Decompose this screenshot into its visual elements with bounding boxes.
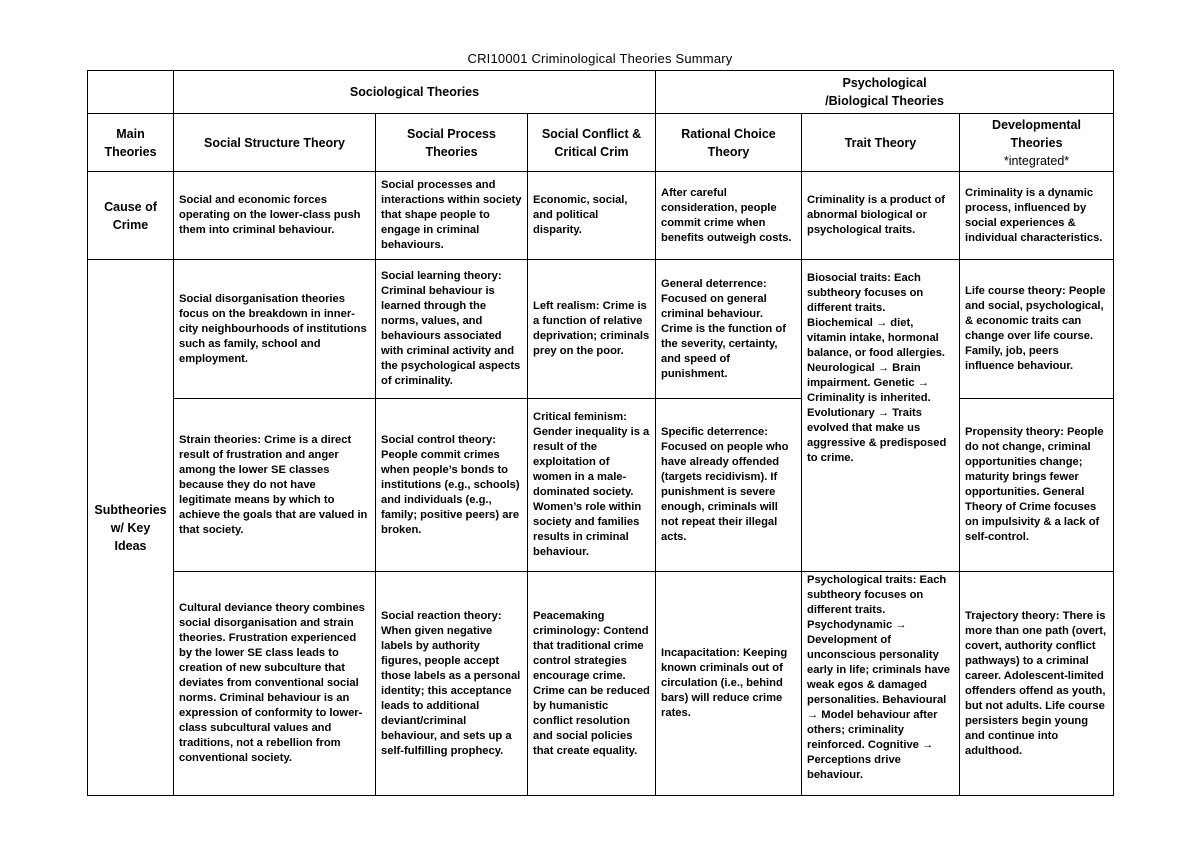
biosocial-traits-cell: Biosocial traits: Each subtheory focuses on different traits. Biochemical → diet, vitamin intake, hormonal balance, or food allergies. Neurological → Brain impairment. Genetic → Criminality is inherited. Evolutionary → Traits evolved that make us aggressive & predisposed to crime. bbox=[802, 260, 960, 572]
cause-line1: Cause of bbox=[104, 199, 157, 214]
subtheories-row-1 bbox=[88, 260, 1114, 399]
cause-line2: Crime bbox=[112, 217, 149, 232]
col4-label-l2: Theory bbox=[707, 144, 750, 159]
sociological-label: Sociological Theories bbox=[349, 85, 480, 99]
document-title: CRI10001 Criminological Theories Summary bbox=[467, 51, 733, 66]
incapacitation-cell: Incapacitation: Keeping known criminals out of circulation (i.e., behind bars) will reduce crime rates. bbox=[656, 572, 802, 796]
specific-deterrence-cell: Specific deterrence: Focused on people who have already offended (targets recidivism). If punishment is severe enough, criminals will not repeat their illegal acts. bbox=[656, 399, 802, 572]
sociological-group-header bbox=[174, 71, 656, 114]
sub-line1: Subtheories bbox=[94, 502, 167, 517]
peacemaking-cell: Peacemaking criminology: Contend that traditional crime control strategies encourage crime. Crime can be reduced by humanistic conflict resolution and social policies that create equality. bbox=[528, 572, 656, 796]
main-line2: Theories bbox=[104, 144, 157, 159]
social-learning-cell: Social learning theory: Criminal behaviour is learned through the norms, values, and behaviours associated with criminal activity and the psychological aspects of criminality. bbox=[376, 260, 528, 399]
col-social-structure bbox=[174, 114, 376, 172]
critical-feminism-cell: Critical feminism: Gender inequality is a result of the exploitation of women in a male-dominated society. Women’s role within society and families results in criminal behaviour. bbox=[528, 399, 656, 572]
cause-social-process: Social processes and interactions within society that shape people to engage in criminal behaviours. bbox=[376, 172, 528, 260]
row-header-subtheories bbox=[88, 260, 174, 796]
trajectory-cell: Trajectory theory: There is more than one path (overt, covert, authority conflict pathways) to a criminal career. Adolescent-limited offenders offend as youth, but not adults. Life course persisters begin young and continue into adulthood. bbox=[960, 572, 1114, 796]
life-course-cell: Life course theory: People and social, psychological, & economic traits can change over life course. Family, job, peers influence behaviour. bbox=[960, 260, 1114, 399]
group-header-row bbox=[88, 71, 1114, 114]
strain-theories-cell: Strain theories: Crime is a direct result of frustration and anger among the lower SE classes because they do not have legitimate means by which to achieve the goals that are valued in that society. bbox=[174, 399, 376, 572]
theories-table bbox=[87, 70, 1114, 796]
psych-group-header bbox=[656, 71, 1114, 114]
cause-social-structure: Social and economic forces operating on the lower-class push them into criminal behaviour. bbox=[174, 172, 376, 260]
general-deterrence-cell: General deterrence: Focused on general criminal behaviour. Crime is the function of the severity, certainty, and speed of punishment. bbox=[656, 260, 802, 399]
col6-label-l3: *integrated* bbox=[1003, 153, 1070, 168]
psych-label-line1: Psychological bbox=[842, 76, 927, 90]
col-social-conflict bbox=[528, 114, 656, 172]
col6-label-l2: Theories bbox=[1010, 135, 1063, 150]
col2-label-l2: Theories bbox=[425, 144, 478, 159]
col3-label-l2: Critical Crim bbox=[554, 144, 629, 159]
left-realism-cell: Left realism: Crime is a function of relative deprivation; criminals prey on the poor. bbox=[528, 260, 656, 399]
subtheories-row-2 bbox=[88, 399, 1114, 572]
col1-label: Social Structure Theory bbox=[203, 135, 345, 150]
social-control-cell: Social control theory: People commit crimes when people’s bonds to institutions (e.g., schools) and individuals (e.g., family; positive peers) are broken. bbox=[376, 399, 528, 572]
col-social-process bbox=[376, 114, 528, 172]
psychological-traits-cell: Psychological traits: Each subtheory focuses on different traits. Psychodynamic → Development of unconscious personality early in life; criminals have weak egos & damaged personalities. Behavioural → Model behaviour after others; criminality reinforced. Cognitive → Perceptions drive behaviour. bbox=[802, 572, 960, 796]
subtheories-row-3 bbox=[88, 572, 1114, 796]
sub-line2: w/ Key bbox=[110, 520, 151, 535]
col-developmental bbox=[960, 114, 1114, 172]
cause-developmental: Criminality is a dynamic process, influenced by social experiences & individual characteristics. bbox=[960, 172, 1114, 260]
cause-social-conflict: Economic, social, and political disparity. bbox=[528, 172, 656, 260]
col2-label-l1: Social Process bbox=[407, 126, 496, 141]
main-line1: Main bbox=[116, 126, 145, 141]
row-header-cause bbox=[88, 172, 174, 260]
col5-label: Trait Theory bbox=[844, 135, 917, 150]
corner-cell bbox=[88, 71, 174, 114]
social-reaction-cell: Social reaction theory: When given negative labels by authority figures, people accept those labels as a personal identity; this acceptance leads to additional deviant/criminal behaviour, and sets up a self-fulfilling prophecy. bbox=[376, 572, 528, 796]
cultural-deviance-cell: Cultural deviance theory combines social disorganisation and strain theories. Frustration experienced by the lower SE class leads to creation of new subculture that deviates from conventional social norms. Criminal behaviour is an expression of conformity to lower-class subcultural values and traditions, not a rebellion from conventional society. bbox=[174, 572, 376, 796]
col3-label-l1: Social Conflict & bbox=[541, 126, 642, 141]
cause-trait-theory: Criminality is a product of abnormal biological or psychological traits. bbox=[802, 172, 960, 260]
psych-label-line2: /Biological Theories bbox=[825, 94, 944, 108]
row-header-main-theories bbox=[88, 114, 174, 172]
sub-line3: Ideas bbox=[114, 538, 147, 553]
col-rational-choice bbox=[656, 114, 802, 172]
cause-of-crime-row bbox=[88, 172, 1114, 260]
col6-label-l1: Developmental bbox=[992, 117, 1081, 132]
propensity-cell: Propensity theory: People do not change, criminal opportunities change; maturity brings fewer opportunities. General Theory of Crime focuses on impulsivity & a lack of self-control. bbox=[960, 399, 1114, 572]
social-disorganisation-cell: Social disorganisation theories focus on the breakdown in inner-city neighbourhoods of institutions such as family, school and employment. bbox=[174, 260, 376, 399]
cause-rational-choice: After careful consideration, people commit crime when benefits outweigh costs. bbox=[656, 172, 802, 260]
main-theories-row bbox=[88, 114, 1114, 172]
col-trait-theory bbox=[802, 114, 960, 172]
col4-label-l1: Rational Choice bbox=[681, 126, 776, 141]
